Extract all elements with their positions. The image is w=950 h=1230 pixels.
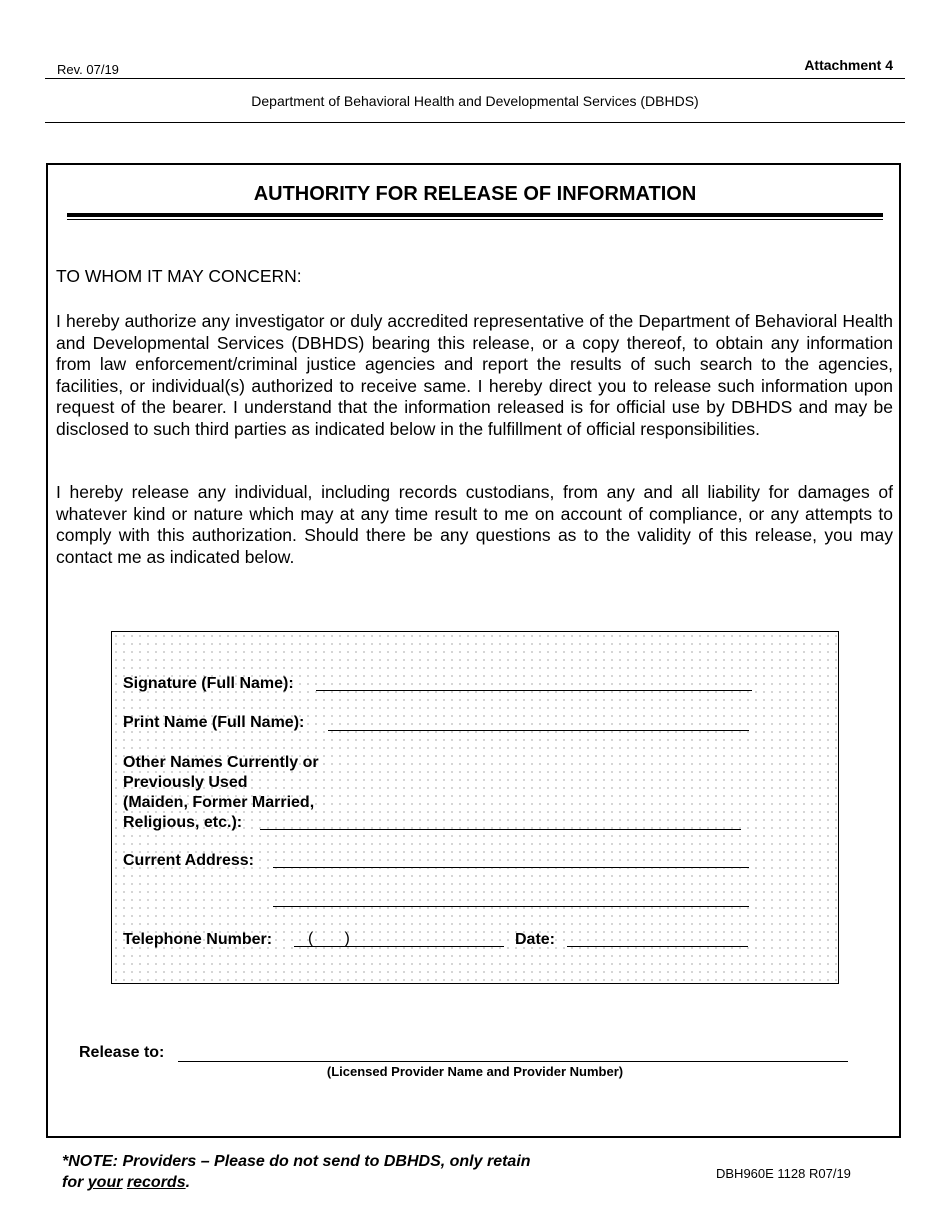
telephone-field[interactable] xyxy=(294,946,504,947)
current-address-field-line2[interactable] xyxy=(273,906,749,907)
attachment-label: Attachment 4 xyxy=(804,57,893,73)
revision-date: Rev. 07/19 xyxy=(57,62,119,77)
release-to-label: Release to: xyxy=(79,1044,165,1061)
other-names-label-line: Previously Used xyxy=(123,774,248,791)
note-for: for xyxy=(62,1174,88,1191)
signature-label: Signature (Full Name): xyxy=(123,675,294,692)
current-address-field-line1[interactable] xyxy=(273,867,749,868)
signature-field[interactable] xyxy=(316,690,752,691)
date-label: Date: xyxy=(515,931,556,948)
provider-note-line1: *NOTE: Providers – Please do not send to DBHDS, only retain xyxy=(62,1153,531,1170)
current-address-label: Current Address: xyxy=(123,852,254,869)
other-names-field[interactable] xyxy=(260,829,741,830)
liability-release-paragraph: I hereby release any individual, including records custodians, from any and all liability for damages of whatever kind or nature which may at any time result to me on account of compliance, or any attempts to comply with this authorization. Should there be any questions as to the validity of this release, you may contact me as indicated below. xyxy=(56,482,893,567)
note-end: . xyxy=(185,1174,191,1191)
salutation: TO WHOM IT MAY CONCERN: xyxy=(56,266,302,286)
provider-note xyxy=(62,1151,531,1193)
header-divider xyxy=(45,78,905,79)
other-names-label-line: (Maiden, Former Married, xyxy=(123,794,315,811)
title-underline xyxy=(67,213,883,220)
note-records: records xyxy=(126,1174,186,1191)
telephone-label: Telephone Number: xyxy=(123,931,273,948)
header-divider-bottom xyxy=(45,122,905,123)
telephone-area-code: ( ) xyxy=(308,930,350,947)
form-number: DBH960E 1128 R07/19 xyxy=(716,1166,851,1181)
authorization-paragraph: I hereby authorize any investigator or duly accredited representative of the Department of Behavioral Health and Developmental Services (DBHDS) bearing this release, or a copy thereof, to obtain any information from law enforcement/criminal justice agencies and report the results of such search to the agencies, facilities, or individual(s) authorized to receive same. I hereby direct you to release such information upon request of the bearer. I understand that the information released is for official use by DBHDS and may be disclosed to such third parties as indicated below in the fulfillment of official responsibilities. xyxy=(56,311,893,439)
release-to-sublabel: (Licensed Provider Name and Provider Number) xyxy=(326,1064,624,1079)
note-your: your xyxy=(87,1174,123,1191)
department-name: Department of Behavioral Health and Developmental Services (DBHDS) xyxy=(251,93,699,109)
other-names-label-line: Religious, etc.): xyxy=(123,814,243,831)
date-field[interactable] xyxy=(567,946,748,947)
other-names-label-line: Other Names Currently or xyxy=(123,754,319,771)
provider-note-line2 xyxy=(62,1172,531,1193)
print-name-field[interactable] xyxy=(328,730,749,731)
form-title: AUTHORITY FOR RELEASE OF INFORMATION xyxy=(253,183,697,205)
print-name-label: Print Name (Full Name): xyxy=(123,714,305,731)
release-to-field[interactable] xyxy=(178,1061,848,1062)
other-names-label xyxy=(123,753,319,833)
